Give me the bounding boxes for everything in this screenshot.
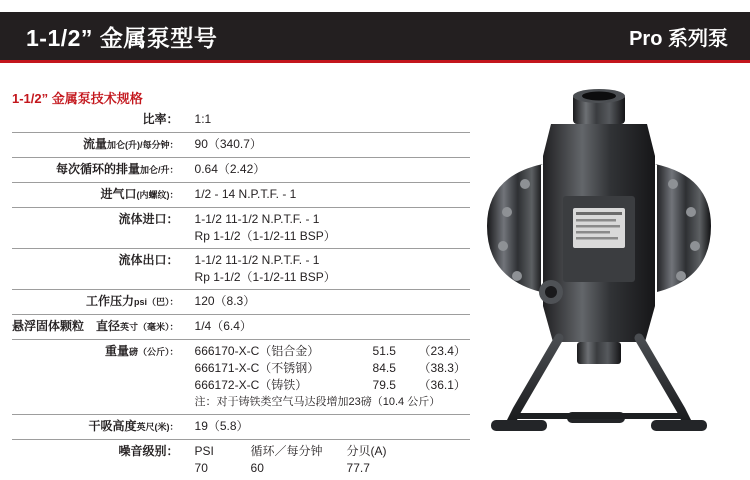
table-row — [12, 158, 470, 183]
weight-lb: 84.5 — [373, 360, 419, 377]
bolt — [502, 207, 512, 217]
pump-illustration — [455, 80, 740, 455]
page-title: 1-1/2” 金属泵型号 — [26, 20, 217, 53]
nameplate-line — [576, 219, 616, 222]
bolt — [686, 207, 696, 217]
row-value: 1/4（6.4） — [187, 315, 470, 340]
row-value — [187, 440, 470, 480]
noise-value-psi: 70 — [195, 460, 251, 477]
row-value: 0.64（2.42） — [187, 158, 470, 183]
row-label: 干吸高度英尺(米)： — [12, 415, 187, 440]
weight-kg: （23.4） — [419, 343, 466, 360]
weight-kg: （38.3） — [419, 360, 466, 377]
row-value: 90（340.7） — [187, 133, 470, 158]
row-label: 进气口(内螺纹)： — [12, 183, 187, 208]
noise-header-cycles: 循环／每分钟 — [251, 443, 347, 460]
table-row — [12, 249, 470, 290]
table-row — [12, 415, 470, 440]
row-label: 流量加仑(升)/每分钟： — [12, 133, 187, 158]
upper-manifold — [543, 124, 655, 156]
row-label: 流体出口： — [12, 249, 187, 290]
row-value — [187, 208, 470, 249]
row-value-line1: 1-1/2 11-1/2 N.P.T.F. - 1 — [195, 211, 466, 228]
bolt — [690, 241, 700, 251]
foot-right — [651, 420, 707, 431]
table-row — [12, 108, 470, 133]
nameplate-line — [576, 237, 618, 240]
weight-lb: 79.5 — [373, 377, 419, 394]
series-label: Pro 系列泵 — [629, 22, 728, 51]
row-value: 1:1 — [187, 108, 470, 133]
row-value-line2: Rp 1-1/2（1-1/2-11 BSP） — [195, 269, 466, 286]
leg-left — [509, 338, 559, 426]
noise-header-db: 分贝(A) — [347, 443, 417, 460]
row-value: 1/2 - 14 N.P.T.F. - 1 — [187, 183, 470, 208]
nameplate-line — [576, 231, 610, 234]
row-value-line2: Rp 1-1/2（1-1/2-11 BSP） — [195, 228, 466, 245]
row-value — [187, 249, 470, 290]
outlet-bore — [582, 92, 616, 101]
row-value: 19（5.8） — [187, 415, 470, 440]
table-row — [12, 183, 470, 208]
list-item — [195, 360, 466, 377]
table-row-weight — [12, 340, 470, 415]
row-value — [187, 340, 470, 415]
noise-header-psi: PSI — [195, 443, 251, 460]
nameplate-line — [576, 225, 620, 228]
row-label: 每次循环的排量加仑/升： — [12, 158, 187, 183]
row-label: 工作压力psi（巴）： — [12, 290, 187, 315]
foot-left — [491, 420, 547, 431]
bolt — [676, 271, 686, 281]
noise-header-row — [195, 443, 466, 460]
list-item — [195, 343, 466, 360]
weight-note: 注：对于铸铁类空气马达段增加23磅（10.4 公斤） — [195, 394, 466, 411]
weight-model: 666171-X-C（不锈钢） — [195, 360, 373, 377]
row-value: 120（8.3） — [187, 290, 470, 315]
list-item — [195, 377, 466, 394]
page-header — [0, 12, 750, 60]
weight-lb: 51.5 — [373, 343, 419, 360]
row-label: 比率： — [12, 108, 187, 133]
row-label: 重量磅（公斤）： — [12, 340, 187, 415]
weight-model: 666170-X-C（铝合金） — [195, 343, 373, 360]
row-value-line1: 1-1/2 11-1/2 N.P.T.F. - 1 — [195, 252, 466, 269]
noise-value-row — [195, 460, 466, 477]
noise-value-cycles: 60 — [251, 460, 347, 477]
bolt — [668, 179, 678, 189]
air-valve-bore — [545, 286, 557, 298]
table-row-noise — [12, 440, 470, 480]
nameplate-line — [576, 212, 622, 215]
bolt — [498, 241, 508, 251]
table-row — [12, 315, 470, 340]
specifications-table — [12, 108, 470, 480]
spec-section-title: 1-1/2” 金属泵技术规格 — [12, 88, 143, 107]
row-label: 噪音级别： — [12, 440, 187, 480]
table-row — [12, 208, 470, 249]
bolt — [512, 271, 522, 281]
row-label: 流体进口： — [12, 208, 187, 249]
bolt — [520, 179, 530, 189]
noise-value-db: 77.7 — [347, 460, 417, 477]
leg-right — [639, 338, 689, 426]
header-accent-rule — [0, 60, 750, 63]
row-label: 悬浮固体颗粒 直径英寸（毫米）： — [12, 315, 187, 340]
weight-kg: （36.1） — [419, 377, 466, 394]
pump-product-image — [455, 80, 740, 455]
weight-model: 666172-X-C（铸铁） — [195, 377, 373, 394]
table-row — [12, 133, 470, 158]
table-row — [12, 290, 470, 315]
